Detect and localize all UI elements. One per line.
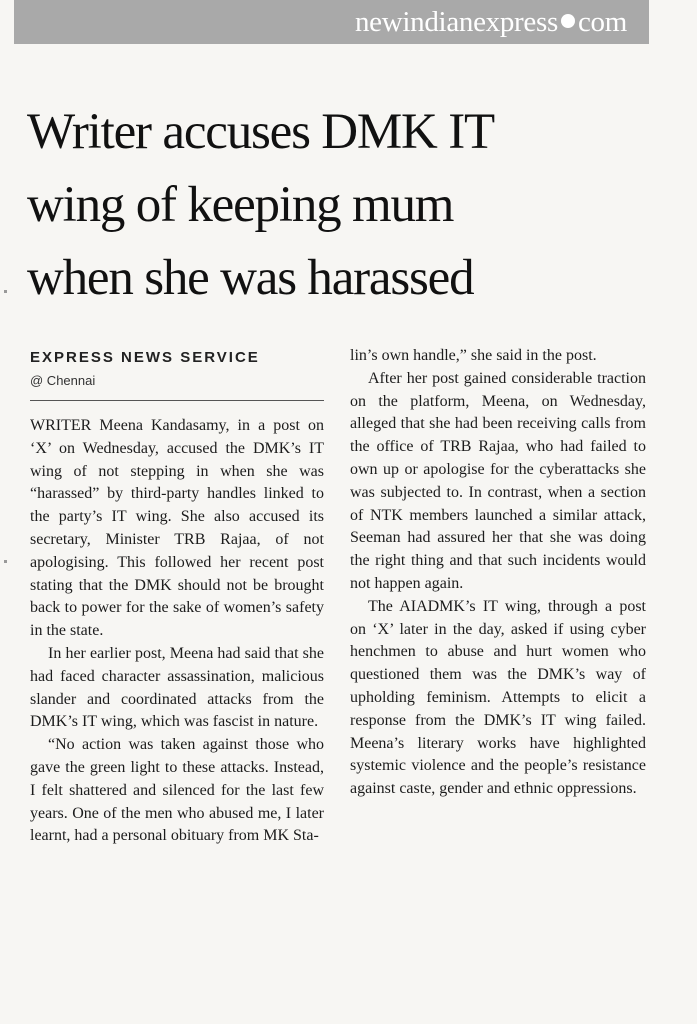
headline-line-3: when she was harassed — [27, 250, 474, 306]
article-column-1 — [30, 415, 324, 848]
headline-line-1: Writer accuses DMK IT — [27, 104, 494, 160]
masthead-bar — [14, 0, 649, 44]
site-name: newindianexpress — [354, 6, 558, 38]
paragraph: “No action was taken against those who gave the green light to these attacks. Instead, I felt shattered and silenced for the last few years. One of the men who abused me, I later learnt, had a personal obituary from MK Sta- — [30, 736, 324, 845]
paragraph: After her post gained considerable traction on the platform, Meena, on Wednesday, alleged that she had been receiving calls from the office of TRB Rajaa, who had failed to own up or apologise for the cyberattacks she was subjected to. In contrast, when a section of NTK members launched a similar attack, Seeman had assured her that she was doing the right thing and that such incidents would not happen again. — [350, 369, 646, 592]
margin-mark — [4, 290, 7, 293]
byline: EXPRESS NEWS SERVICE — [30, 349, 260, 366]
dateline: @ Chennai — [30, 373, 96, 388]
article-column-2 — [350, 345, 646, 801]
margin-mark — [4, 560, 7, 563]
dot-icon — [561, 14, 575, 28]
article-headline — [27, 96, 667, 315]
site-logo — [355, 6, 627, 38]
site-domain: com — [577, 6, 627, 38]
paragraph: WRITER Meena Kandasamy, in a post on ‘X’ on Wednesday, accused the DMK’s IT wing of not stepping in when she was “harassed” by third-party handles linked to the party’s IT wing. She also accused its secretary, Minister TRB Rajaa, of not apologising. This followed her recent post stating that the DMK should not be brought back to power for the sake of women’s safety in the state. — [30, 417, 324, 640]
byline-divider — [30, 400, 324, 401]
paragraph: In her earlier post, Meena had said that she had faced character assassination, malicious slander and coordinated attacks from the DMK’s IT wing, which was fascist in nature. — [30, 644, 324, 731]
headline-line-2: wing of keeping mum — [27, 177, 454, 233]
paragraph: The AIADMK’s IT wing, through a post on ‘X’ later in the day, asked if using cyber henchmen to abuse and hurt women who questioned them was the DMK’s way of upholding feminism. Attempts to elicit a response from the DMK’s IT wing failed. Meena’s literary works have highlighted systemic violence and the people’s resistance against caste, gender and ethnic oppressions. — [350, 597, 646, 798]
paragraph: lin’s own handle,” she said in the post. — [350, 347, 597, 364]
